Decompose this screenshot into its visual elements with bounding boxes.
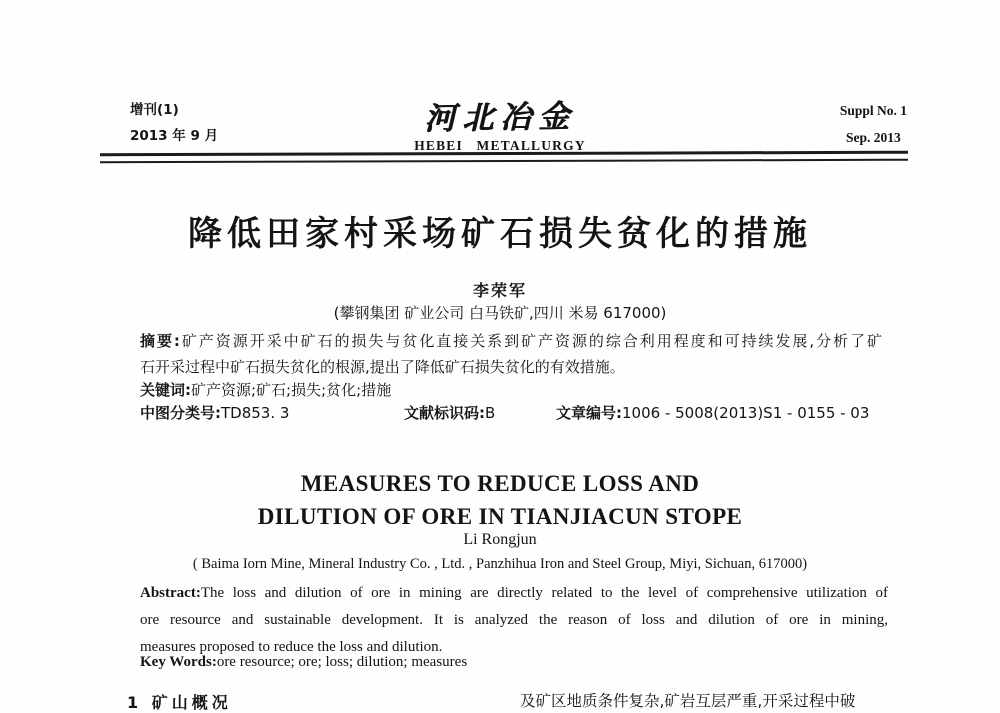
article-id-value: 1006 - 5008(2013)S1 - 0155 - 03 xyxy=(622,404,870,422)
journal-title-calligraphy: 河北冶金 xyxy=(423,98,577,138)
document-code xyxy=(404,402,495,423)
keywords-text-cn: 矿产资源;矿石;损失;贫化;措施 xyxy=(191,381,392,399)
keywords-cn xyxy=(140,379,391,400)
abstract-en xyxy=(140,580,888,661)
keywords-label-en: Key Words: xyxy=(140,654,217,670)
keywords-text-en: ore resource; ore; loss; dilution; measures xyxy=(216,654,468,670)
document-code-value: B xyxy=(485,404,496,422)
issue-info-en xyxy=(840,97,907,151)
clc-number xyxy=(140,402,289,423)
issue-date-en: Sep. 2013 xyxy=(846,130,901,145)
affiliation-en: ( Baima Iorn Mine, Mineral Industry Co. , Ltd. , Panzhihua Iron and Steel Group, Miyi, Sichuan, 617000) xyxy=(192,556,808,572)
abstract-en-line1 xyxy=(140,580,888,607)
journal-title-english: HEBEI METALLURGY xyxy=(414,138,586,153)
article-title-en xyxy=(0,467,1000,533)
abstract-text-en-line1: The loss and dilution of ore in mining are directly related to the level of comprehensive utilization of xyxy=(200,585,888,601)
article-title-en-line2: DILUTION OF ORE IN TIANJIACUN STOPE xyxy=(257,504,743,529)
body-section-heading-fragment: 1 矿山概况 xyxy=(127,693,232,712)
affiliation-cn: (攀钢集团 矿业公司 白马铁矿,四川 米易 617000) xyxy=(333,304,667,322)
classification-row xyxy=(140,402,888,422)
abstract-en-line3: measures proposed to reduce the loss and dilution. xyxy=(140,639,443,655)
keywords-en xyxy=(140,654,467,671)
article-title-en-line1: MEASURES TO REDUCE LOSS AND xyxy=(300,471,700,496)
issue-number-cn: 增刊(1) xyxy=(130,102,179,118)
abstract-label-en: Abstract: xyxy=(140,585,201,601)
abstract-text-cn-line1: 矿产资源开采中矿石的损失与贫化直接关系到矿产资源的综合利用程度和可持续发展,分析了矿 xyxy=(179,332,882,350)
abstract-cn-line1 xyxy=(140,328,882,354)
abstract-en-line2: ore resource and sustainable development. It is analyzed the reason of loss and dilution of ore in mining, xyxy=(140,612,888,628)
body-text-fragment: 及矿区地质条件复杂,矿岩互层严重,开采过程中破 xyxy=(520,692,856,710)
clc-label: 中图分类号: xyxy=(140,404,221,422)
clc-value: TD853. 3 xyxy=(221,404,290,422)
article-id-label: 文章编号: xyxy=(556,404,622,422)
article-title-cn: 降低田家村采场矿石损失贫化的措施 xyxy=(188,214,812,254)
author-name-en: Li Rongjun xyxy=(463,531,537,548)
abstract-label-cn: 摘要: xyxy=(140,332,180,350)
abstract-cn-line2: 石开采过程中矿石损失贫化的根源,提出了降低矿石损失贫化的有效措施。 xyxy=(140,358,625,376)
document-code-label: 文献标识码: xyxy=(404,404,485,422)
article-id xyxy=(556,402,869,423)
keywords-label-cn: 关键词: xyxy=(140,381,191,399)
abstract-cn xyxy=(140,328,882,380)
author-name-cn: 李荣军 xyxy=(472,281,527,300)
header-divider-rule xyxy=(100,151,908,164)
issue-date-cn: 2013 年 9 月 xyxy=(130,128,219,144)
issue-number-en: Suppl No. 1 xyxy=(839,103,907,118)
